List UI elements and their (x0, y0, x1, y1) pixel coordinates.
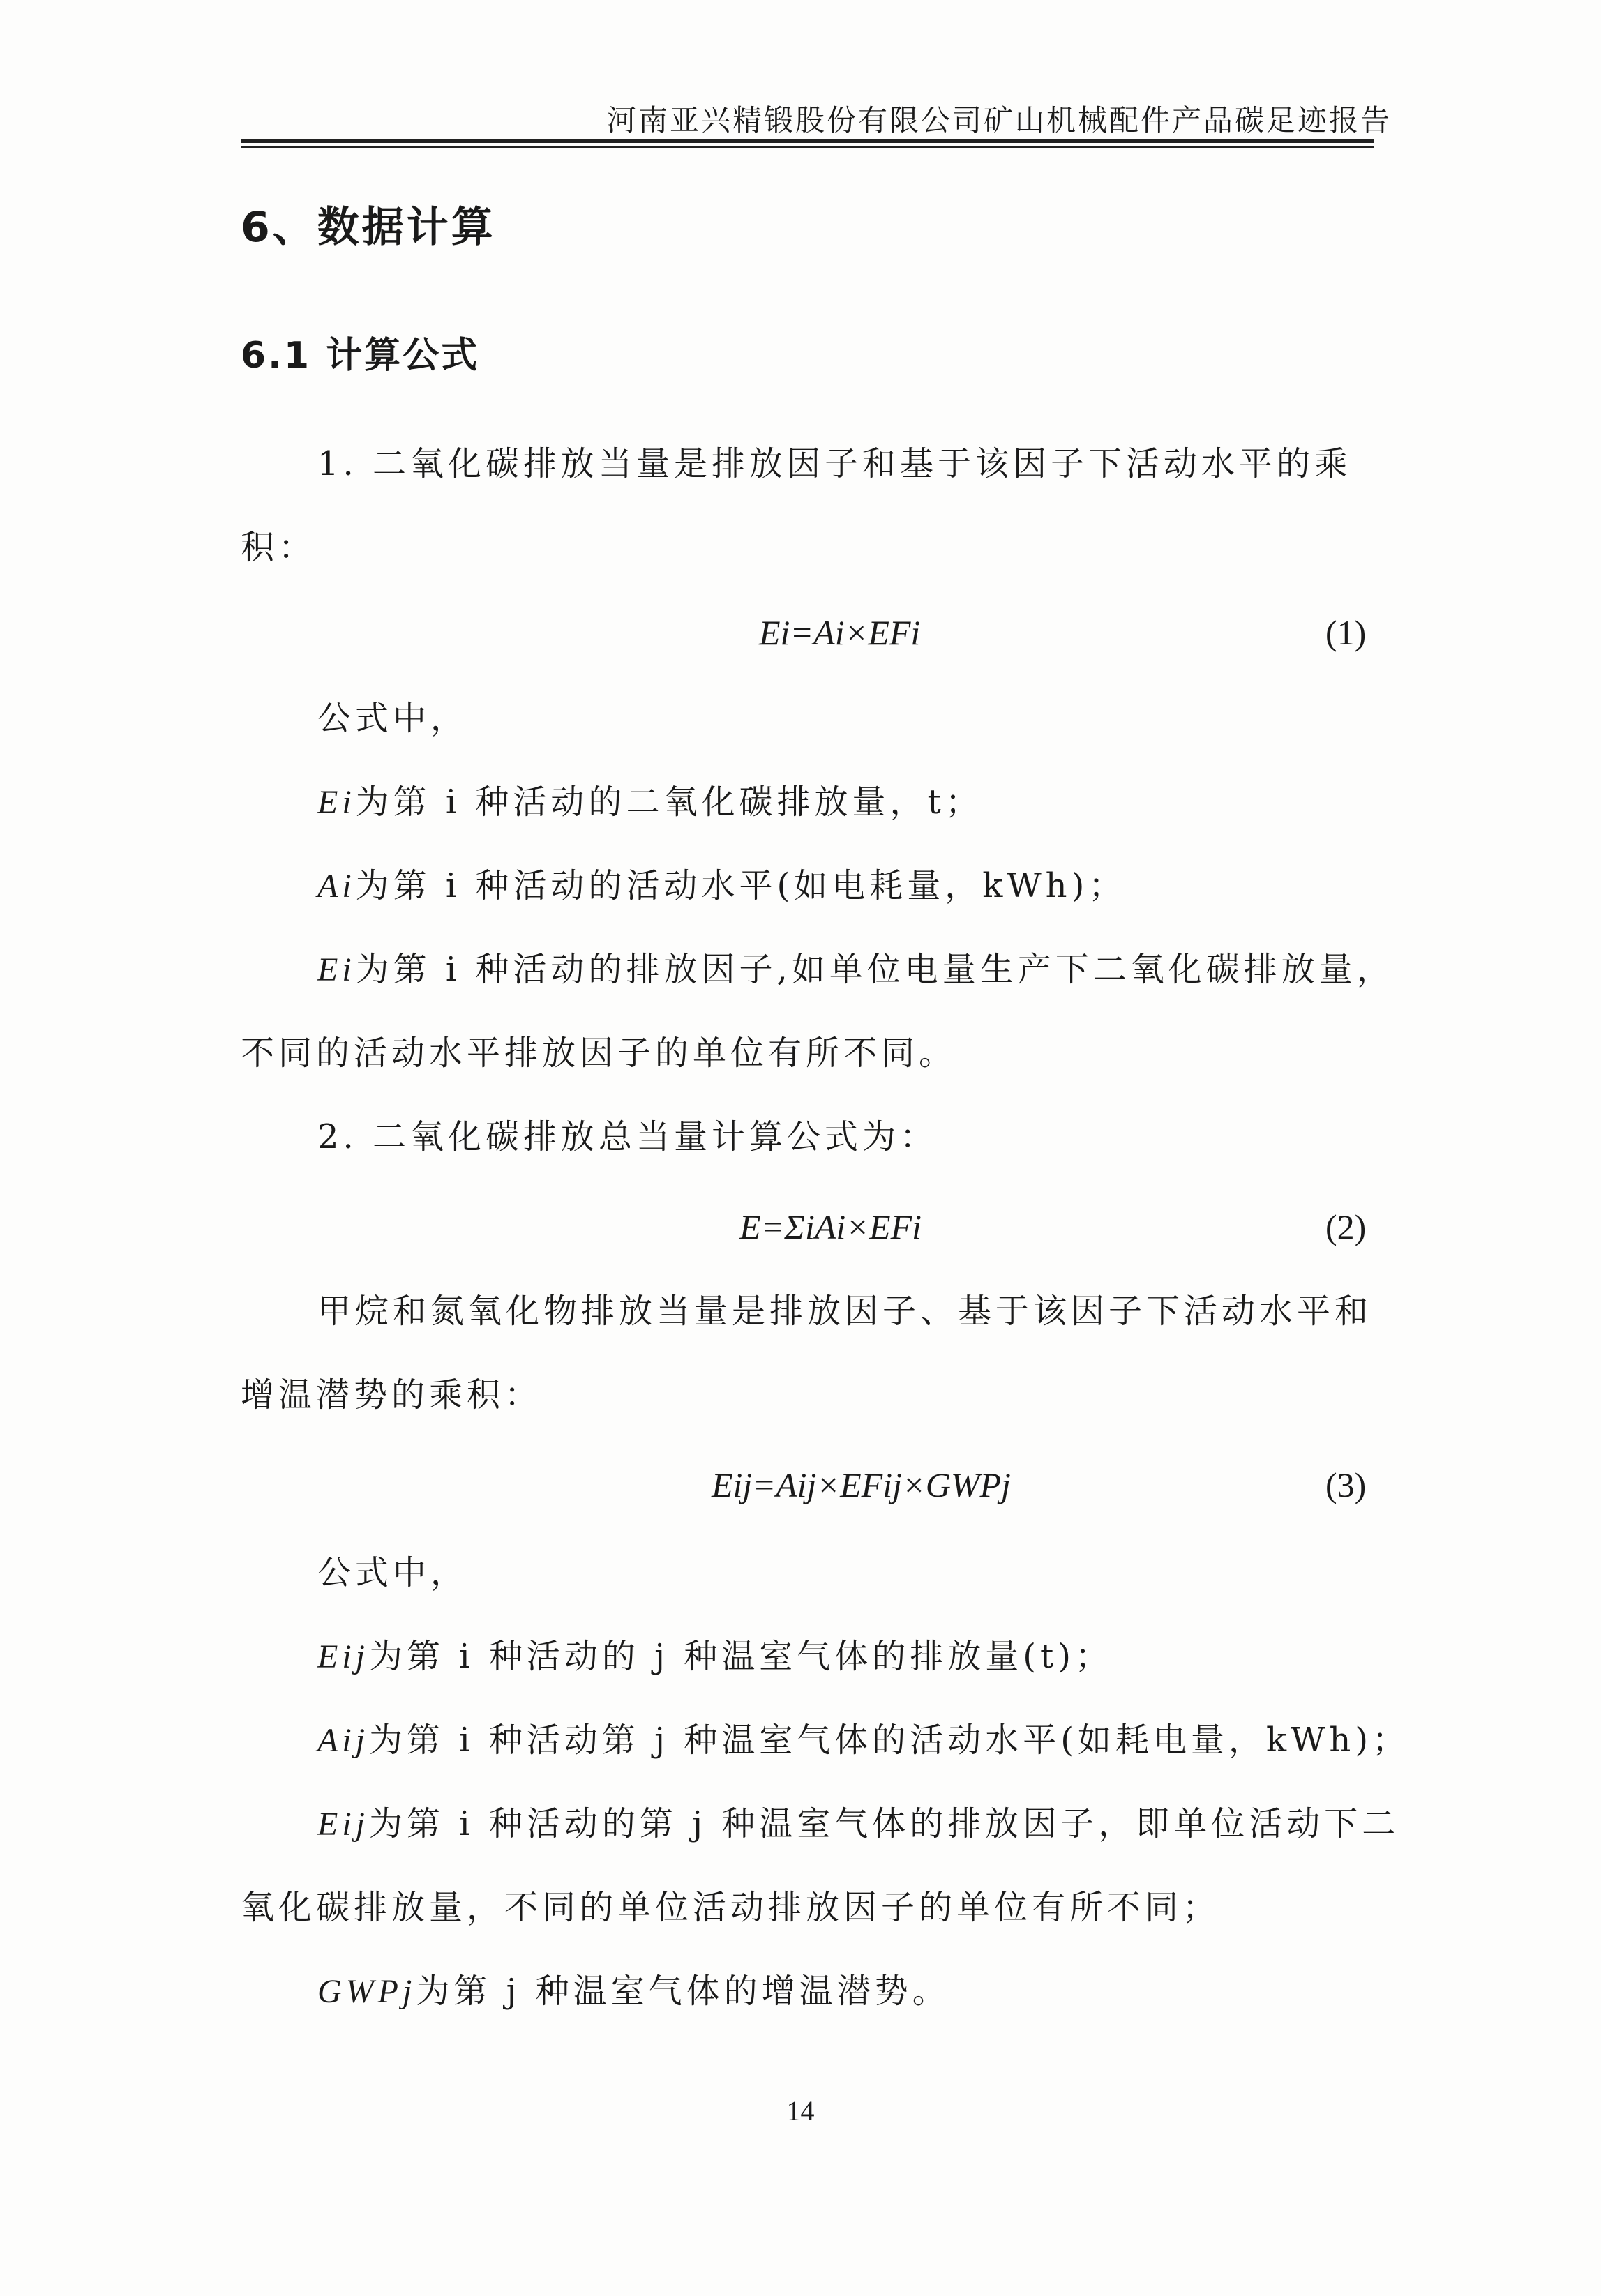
equation-2: E=ΣiAi×EFi (739, 1207, 922, 1246)
definition-a-text: 为第 i 种活动的活动水平(如电耗量，kWh)； (355, 866, 1127, 905)
paragraph-1-line-2: 积： (241, 528, 317, 567)
paragraph-3-line-1: 甲烷和氮氧化物排放当量是排放因子、基于该因子下活动水平和 (317, 1292, 1373, 1331)
definition-aij-text: 为第 i 种活动第 j 种温室气体的活动水平(如耗电量，kWh)； (369, 1721, 1411, 1760)
definition-ef (317, 949, 1395, 991)
definition-gwp (317, 1970, 950, 2013)
definition-efij (317, 1803, 1399, 1845)
definition-eij-variable: Eij (317, 1638, 369, 1675)
section-heading: 6、数据计算 (241, 203, 496, 252)
definition-efij-text: 为第 i 种活动的第 j 种温室气体的排放因子，即单位活动下二 (369, 1804, 1400, 1843)
definition-eij (317, 1636, 1113, 1678)
subsection-heading: 6.1 计算公式 (241, 335, 480, 377)
definition-efij-continued: 氧化碳排放量，不同的单位活动排放因子的单位有所不同； (241, 1888, 1221, 1927)
equation-2-number: (2) (1325, 1207, 1367, 1246)
page-number: 14 (786, 2095, 815, 2127)
paragraph-2: 2. 二氧化碳排放总当量计算公式为： (317, 1117, 938, 1156)
equation-1: Ei=Ai×EFi (759, 613, 921, 652)
definition-a (317, 865, 1126, 907)
definition-ef-variable: Ei (317, 951, 356, 988)
definition-gwp-variable: GWPj (317, 1973, 416, 2010)
header-rule-thin (241, 146, 1374, 148)
definition-e-text: 为第 i 种活动的二氧化碳排放量，t； (355, 783, 983, 822)
equation-3-number: (3) (1325, 1465, 1367, 1504)
definition-aij-variable: Aij (317, 1722, 369, 1759)
definition-ef-continued: 不同的活动水平排放因子的单位有所不同。 (241, 1034, 957, 1073)
definition-aij (317, 1719, 1410, 1762)
running-header: 河南亚兴精锻股份有限公司矿山机械配件产品碳足迹报告 (606, 103, 1392, 137)
formula-note-2: 公式中， (317, 1553, 469, 1592)
equation-1-number: (1) (1325, 613, 1367, 652)
paragraph-1-line-1: 1. 二氧化碳排放当量是排放因子和基于该因子下活动水平的乘 (317, 444, 1353, 483)
definition-gwp-text: 为第 j 种温室气体的增温潜势。 (416, 1972, 950, 2011)
definition-eij-text: 为第 i 种活动的 j 种温室气体的排放量(t)； (369, 1637, 1113, 1676)
definition-ef-text: 为第 i 种活动的排放因子,如单位电量生产下二氧化碳排放量， (355, 950, 1395, 989)
formula-note-1: 公式中， (317, 699, 469, 738)
definition-e (317, 781, 983, 824)
definition-e-variable: Ei (317, 784, 356, 821)
definition-a-variable: Ai (317, 868, 356, 905)
header-rule (241, 139, 1374, 143)
equation-3: Eij=Aij×EFij×GWPj (712, 1465, 1011, 1504)
definition-efij-variable: Eij (317, 1806, 369, 1843)
paragraph-3-line-2: 增温潜势的乘积： (241, 1375, 543, 1414)
